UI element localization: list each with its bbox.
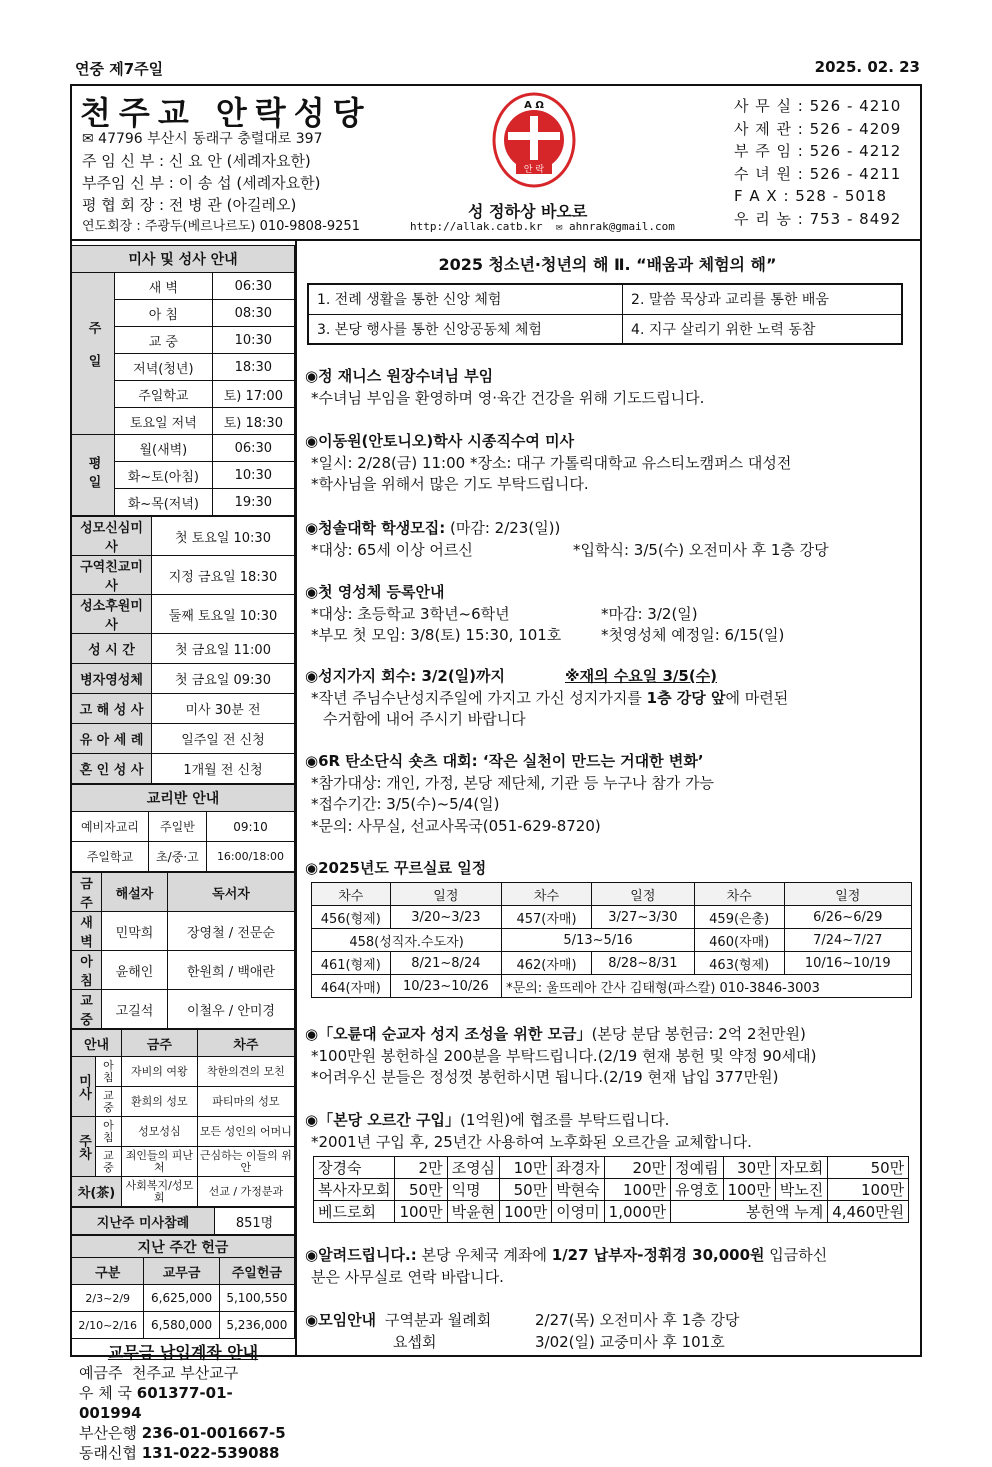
donor-name: 베드로회 <box>314 1201 395 1223</box>
sacrament-time: 미사 30분 전 <box>152 694 295 724</box>
doctrine-title: 교리반 안내 <box>72 785 295 812</box>
logo-top-text: A Ω <box>524 100 544 111</box>
contact-rectory: 사 제 관 : 526 - 4209 <box>734 119 902 138</box>
guide-table <box>71 1029 295 1207</box>
web-links <box>410 220 675 233</box>
attendance-value: 851명 <box>215 1208 295 1235</box>
donor-amount: 100만 <box>395 1201 447 1223</box>
donor-amount: 20만 <box>604 1157 670 1179</box>
sunday-label: 주일 <box>72 273 115 435</box>
sacrament-time: 첫 금요일 11:00 <box>152 634 295 664</box>
cursillo-table <box>311 882 912 998</box>
church-title: 천주교 안락성당 <box>80 94 372 132</box>
sacrament-time: 일주일 전 신청 <box>152 724 295 754</box>
contact-assistant: 부 주 임 : 526 - 4212 <box>734 142 902 160</box>
donor-amount: 100만 <box>828 1179 909 1201</box>
offering-head: 주일헌금 <box>219 1258 294 1285</box>
notice-martyr-fund: ◉「오륜대 순교자 성지 조성을 위한 모금」(본당 분담 봉헌금: 2억 2천만원) *100만원 봉헌하실 200분을 부탁드립니다.(2/19 현재 봉헌 및 약정 90세대) *어려우신 분들은 정성껏 봉헌하시면 됩니다.(2/19 현재 납입 377만원) <box>305 1025 817 1086</box>
sacrament-name: 고 해 성 사 <box>72 694 152 724</box>
guide-cell: 착한의견의 모친 <box>197 1057 294 1087</box>
guide-cell: 아침 <box>96 1117 122 1147</box>
sacrament-name: 혼 인 성 사 <box>72 754 152 784</box>
email-link[interactable]: ahnrak@gmail.com <box>568 220 675 233</box>
cursillo-cell: 10/23~10/26 <box>390 975 502 998</box>
cursillo-cell: 462(자매) <box>502 952 592 975</box>
cursillo-cell: 458(성직자.수도자) <box>312 929 502 952</box>
contact-convent: 수 녀 원 : 526 - 4211 <box>734 164 902 183</box>
offering-table <box>71 1235 295 1339</box>
cursillo-cell: 5/13~5/16 <box>502 929 695 952</box>
mass-name: 월(새벽) <box>115 435 213 462</box>
donor-amount: 100만 <box>500 1201 552 1223</box>
donor-amount: 1,000만 <box>604 1201 670 1223</box>
offering-head: 교무금 <box>144 1258 219 1285</box>
donor-amount: 2만 <box>395 1157 447 1179</box>
goal-item: 4. 지구 살리기 위한 노력 동참 <box>623 314 902 344</box>
offering-cell: 2/10~2/16 <box>72 1312 144 1339</box>
contact-list <box>734 95 901 230</box>
sacrament-time: 첫 금요일 09:30 <box>152 664 295 694</box>
donor-name: 박현숙 <box>552 1179 604 1201</box>
donor-amount: 100만 <box>723 1179 775 1201</box>
cursillo-cell: 459(은총) <box>694 906 784 929</box>
offering-cell: 2/3~2/9 <box>72 1285 144 1312</box>
mass-time: 08:30 <box>212 300 294 327</box>
cursillo-contact: *문의: 울뜨레아 간사 김태형(파스칼) 010-3846-3003 <box>502 975 912 998</box>
guide-cell: 교중 <box>96 1087 122 1117</box>
donor-name: 좌경자 <box>552 1157 604 1179</box>
logo-text: 안 락 <box>523 165 545 175</box>
reader-cell: 장영철 / 전문순 <box>168 912 295 951</box>
mass-name: 교 중 <box>115 327 213 354</box>
sacrament-table <box>71 516 295 784</box>
readers-table <box>71 872 295 1029</box>
organ-donors-table <box>313 1156 909 1223</box>
church-logo <box>486 92 582 188</box>
cursillo-head: 일정 <box>390 883 502 906</box>
donor-name: 박윤현 <box>447 1201 499 1223</box>
doctrine-cell: 16:00/18:00 <box>206 842 294 872</box>
account-row: 예금주 천주교 부산교구 <box>79 1364 239 1382</box>
cursillo-cell: 457(자매) <box>502 906 592 929</box>
cursillo-cell: 461(형제) <box>312 952 391 975</box>
guide-parking-label: 주차 <box>72 1117 96 1177</box>
mass-name: 새 벽 <box>115 273 213 300</box>
cursillo-cell: 456(형제) <box>312 906 391 929</box>
week-label: 연중 제7주일 <box>75 60 164 78</box>
mass-time: 18:30 <box>212 354 294 381</box>
donor-name: 복사자모회 <box>314 1179 395 1201</box>
reader-cell: 새벽 <box>72 912 102 951</box>
notice-college: ◉청솔대학 학생모집: (마감: 2/23(일)) *대상: 65세 이상 어르신 *입학식: 3/5(수) 오전미사 후 1층 강당 <box>305 519 829 559</box>
mass-table <box>71 245 295 516</box>
sacrament-name: 병자영성체 <box>72 664 152 694</box>
notice-palms: ◉성지가지 회수: 3/2(일)까지 ※재의 수요일 3/5(수) *작년 주님수난성지주일에 가지고 가신 성지가지를 1층 강당 앞에 마련된 수거함에 내어 주시기 바랍니다 <box>305 667 789 728</box>
cursillo-cell: 8/21~8/24 <box>390 952 502 975</box>
donor-amount: 50만 <box>395 1179 447 1201</box>
mass-time: 토) 18:30 <box>212 408 294 435</box>
reader-cell: 이철우 / 안미경 <box>168 990 295 1029</box>
doctrine-cell: 초/중·고 <box>148 842 206 872</box>
sacrament-name: 구역친교미사 <box>72 556 152 595</box>
website-link[interactable]: http://allak.catb.kr <box>410 220 543 233</box>
guide-cell: 교중 <box>96 1147 122 1177</box>
tea-cell: 사회복지/성모회 <box>122 1177 198 1207</box>
header-info <box>82 128 360 238</box>
account-box <box>71 1339 295 1467</box>
mass-time: 06:30 <box>212 435 294 462</box>
guide-cell: 환희의 성모 <box>122 1087 198 1117</box>
attendance-label: 지난주 미사참례 <box>72 1208 215 1235</box>
guide-head: 안내 <box>72 1030 122 1057</box>
account-row: 동래신협 131-022-539088 <box>79 1444 280 1462</box>
guide-head: 차주 <box>197 1030 294 1057</box>
tea-label: 차(茶) <box>72 1177 122 1207</box>
account-row: 부산은행 236-01-001667-5 <box>79 1424 286 1442</box>
cursillo-head: 차수 <box>312 883 391 906</box>
readers-head: 금주 <box>72 873 102 912</box>
reader-cell: 아침 <box>72 951 102 990</box>
offering-head: 구분 <box>72 1258 144 1285</box>
cursillo-cell: 3/27~3/30 <box>591 906 694 929</box>
sacrament-time: 첫 토요일 10:30 <box>152 517 295 556</box>
guide-cell: 아침 <box>96 1057 122 1087</box>
donor-name: 조영심 <box>447 1157 499 1179</box>
donor-name: 장경숙 <box>314 1157 395 1179</box>
offering-cell: 5,100,550 <box>219 1285 294 1312</box>
guide-cell: 성모성심 <box>122 1117 198 1147</box>
donor-name: 이영미 <box>552 1201 604 1223</box>
guide-cell: 죄인들의 피난처 <box>122 1147 198 1177</box>
sacrament-name: 유 아 세 례 <box>72 724 152 754</box>
address: ✉ 47796 부산시 동래구 충렬대로 397 <box>82 131 323 147</box>
donor-name: 박노진 <box>775 1179 827 1201</box>
cursillo-cell: 3/20~3/23 <box>390 906 502 929</box>
mass-title: 미사 및 성사 안내 <box>72 246 295 273</box>
cursillo-cell: 464(자매) <box>312 975 391 998</box>
contact-office: 사 무 실 : 526 - 4210 <box>734 97 902 115</box>
account-row: 우 체 국 601377-01-001994 <box>79 1384 233 1422</box>
cursillo-head: 일정 <box>591 883 694 906</box>
mass-time: 토) 17:00 <box>212 381 294 408</box>
offering-cell: 5,236,000 <box>219 1312 294 1339</box>
mail-icon: ✉ <box>555 220 563 233</box>
staff-2: 부주임 신 부 : 이 송 섭 (세례자요한) <box>82 174 321 192</box>
guide-cell: 자비의 여왕 <box>122 1057 198 1087</box>
contact-fax: F A X : 528 - 5018 <box>734 187 888 205</box>
goal-item: 3. 본당 행사를 통한 신앙공동체 체험 <box>308 314 623 344</box>
contact-farm: 우 리 농 : 753 - 8492 <box>734 209 902 228</box>
cursillo-cell: 460(자매) <box>694 929 784 952</box>
mass-time: 10:30 <box>212 462 294 489</box>
notice-organ: ◉「본당 오르간 구입」(1억원)에 협조를 부탁드립니다. *2001년 구입 후, 25년간 사용하여 노후화된 오르간을 교체합니다. <box>305 1111 752 1151</box>
donor-total-label: 봉헌액 누계 <box>671 1201 828 1223</box>
offering-cell: 6,580,000 <box>144 1312 219 1339</box>
attendance-table <box>71 1207 295 1235</box>
weekday-label: 평일 <box>72 435 115 516</box>
tea-cell: 선교 / 가정분과 <box>197 1177 294 1207</box>
doctrine-table <box>71 784 295 872</box>
notice-account: ◉알려드립니다.: 본당 우체국 계좌에 1/27 납부자-정휘경 30,000원 입금하신 분은 사무실로 연락 바랍니다. <box>305 1246 828 1286</box>
notice-carbon: ◉6R 탄소단식 숏츠 대회: ‘작은 실천이 만드는 거대한 변화’ *참가대상: 개인, 가정, 본당 제단체, 기관 등 누구나 참가 가능 *접수기간: 3/5(수)~5/4(일) *문의: 사무실, 선교사목국(051-629-8720) <box>305 752 715 835</box>
account-title: 교무금 납입계좌 안내 <box>107 1343 259 1362</box>
cursillo-cell: 7/24~7/27 <box>784 929 912 952</box>
year-banner: 2025 청소년·청년의 해 Ⅱ. “배움과 체험의 해” <box>438 255 777 274</box>
cursillo-cell: 463(형제) <box>694 952 784 975</box>
mass-name: 화~토(아침) <box>115 462 213 489</box>
notice-sister: ◉정 재니스 원장수녀님 부임 *수녀님 부임을 환영하며 영·육간 건강을 위해 기도드립니다. <box>305 367 705 407</box>
staff-1: 주 임 신 부 : 신 요 안 (세례자요한) <box>82 152 311 170</box>
staff-3: 평 협 회 장 : 전 병 관 (아길레오) <box>82 196 297 214</box>
donor-amount: 100만 <box>604 1179 670 1201</box>
goals-table <box>307 283 903 345</box>
cursillo-head: 차수 <box>694 883 784 906</box>
readers-head: 해설자 <box>102 873 168 912</box>
sacrament-name: 성모신심미사 <box>72 517 152 556</box>
notice-meeting: ◉모임안내 구역분과 월례회 2/27(목) 오전미사 후 1층 강당 요셉회 3/02(일) 교중미사 후 101호 <box>305 1311 740 1351</box>
date-label: 2025. 02. 23 <box>814 58 920 76</box>
mass-time: 10:30 <box>212 327 294 354</box>
cursillo-head: 일정 <box>784 883 912 906</box>
donor-name: 유영호 <box>671 1179 723 1201</box>
cursillo-cell: 10/16~10/19 <box>784 952 912 975</box>
guide-head: 금주 <box>122 1030 198 1057</box>
reader-cell: 교중 <box>72 990 102 1029</box>
sacrament-time: 지정 금요일 18:30 <box>152 556 295 595</box>
cursillo-cell: 8/28~8/31 <box>591 952 694 975</box>
notice-communion: ◉첫 영성체 등록안내 *대상: 초등학교 3학년~6학년 *마감: 3/2(일) *부모 첫 모임: 3/8(토) 15:30, 101호 *첫영성체 예정일: 6/15(일) <box>305 583 785 644</box>
doctrine-cell: 주일반 <box>148 812 206 842</box>
mass-time: 19:30 <box>212 489 294 516</box>
reader-cell: 윤해인 <box>102 951 168 990</box>
mass-name: 저녁(청년) <box>115 354 213 381</box>
sacrament-time: 둘째 토요일 10:30 <box>152 595 295 634</box>
donor-name: 자모회 <box>775 1157 827 1179</box>
sacrament-name: 성 시 간 <box>72 634 152 664</box>
mass-name: 주일학교 <box>115 381 213 408</box>
doctrine-cell: 주일학교 <box>72 842 149 872</box>
sacrament-name: 성소후원미사 <box>72 595 152 634</box>
doctrine-cell: 09:10 <box>206 812 294 842</box>
goal-item: 1. 전례 생활을 통한 신앙 체험 <box>308 284 623 314</box>
guide-cell: 모든 성인의 어머니 <box>197 1117 294 1147</box>
donor-total: 4,460만원 <box>828 1201 909 1223</box>
reader-cell: 고길석 <box>102 990 168 1029</box>
mass-name: 토요일 저녁 <box>115 408 213 435</box>
sacrament-time: 1개월 전 신청 <box>152 754 295 784</box>
guide-cell: 파티마의 성모 <box>197 1087 294 1117</box>
cursillo-cell: 6/26~6/29 <box>784 906 912 929</box>
donor-amount: 30만 <box>723 1157 775 1179</box>
offering-cell: 6,625,000 <box>144 1285 219 1312</box>
mass-name: 화~목(저녁) <box>115 489 213 516</box>
staff-4: 연도회장 : 주광두(베르나르도) 010-9808-9251 <box>82 219 360 234</box>
guide-mass-label: 미사 <box>72 1057 96 1117</box>
patron-name: 성 정하상 바오로 <box>468 202 588 221</box>
doctrine-cell: 예비자교리 <box>72 812 149 842</box>
reader-cell: 한원희 / 백애란 <box>168 951 295 990</box>
readers-head: 독서자 <box>168 873 295 912</box>
donor-amount: 50만 <box>500 1179 552 1201</box>
offering-title: 지난 주간 헌금 <box>72 1236 295 1258</box>
reader-cell: 민막희 <box>102 912 168 951</box>
notice-cursillo: ◉2025년도 꾸르실료 일정 <box>305 859 487 877</box>
mass-time: 06:30 <box>212 273 294 300</box>
mass-name: 아 침 <box>115 300 213 327</box>
donor-amount: 10만 <box>500 1157 552 1179</box>
notice-ordination: ◉이동원(안토니오)학사 시종직수여 미사 *일시: 2/28(금) 11:00 *장소: 대구 가톨릭대학교 유스티노캠퍼스 대성전 *학사님을 위해서 많은 기도 부탁드립니다. <box>305 432 792 493</box>
donor-name: 정예림 <box>671 1157 723 1179</box>
left-column <box>71 245 295 1467</box>
guide-cell: 근심하는 이들의 위안 <box>197 1147 294 1177</box>
goal-item: 2. 말씀 묵상과 교리를 통한 배움 <box>623 284 902 314</box>
donor-name: 익명 <box>447 1179 499 1201</box>
donor-amount: 50만 <box>828 1157 909 1179</box>
cursillo-head: 차수 <box>502 883 592 906</box>
